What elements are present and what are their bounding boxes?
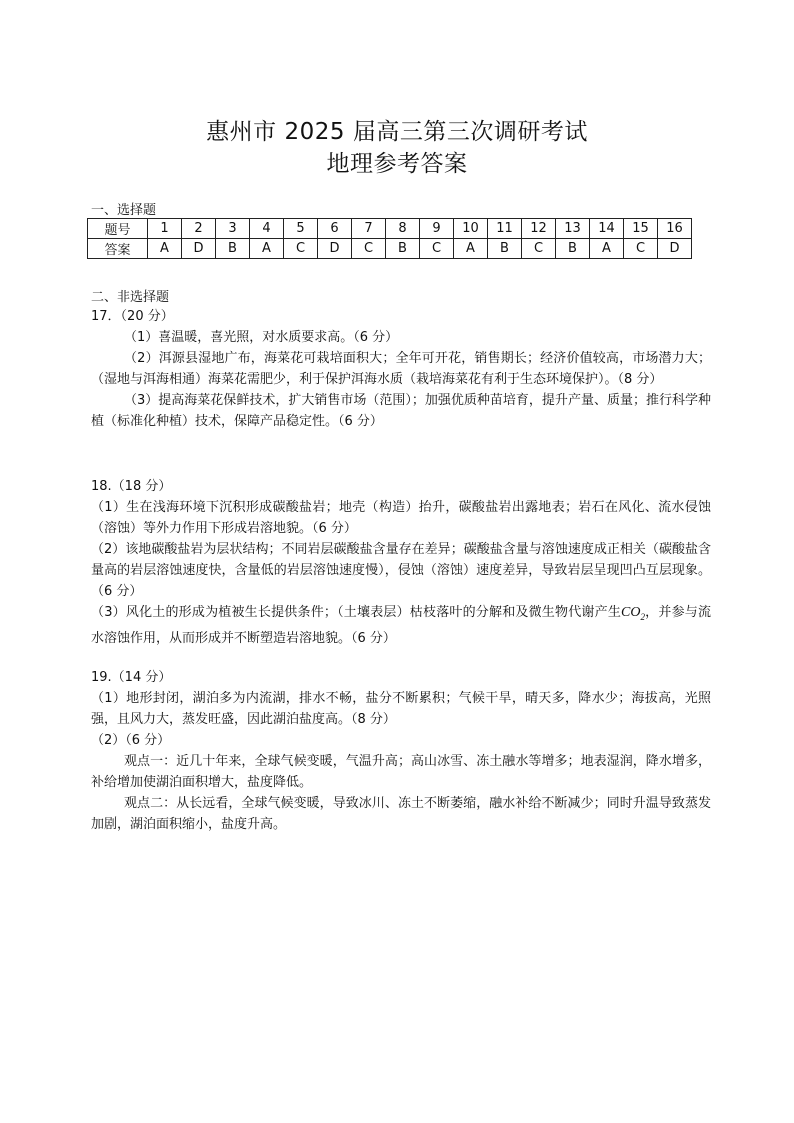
- answer-cell: C: [522, 239, 556, 259]
- question-18-part-3-text: （3）风化土的形成为植被生长提供条件；（土壤表层）枯枝落叶的分解和及微生物代谢产生: [91, 605, 622, 620]
- answer-cell: A: [590, 239, 624, 259]
- answer-cell: B: [488, 239, 522, 259]
- co2-formula: [621, 605, 645, 620]
- answer-cell: A: [454, 239, 488, 259]
- answer-cell: D: [318, 239, 352, 259]
- question-number: 11: [488, 219, 522, 239]
- page-subtitle: 地理参考答案: [326, 151, 468, 177]
- question-number: 9: [420, 219, 454, 239]
- question-number: 1: [148, 219, 182, 239]
- answer-cell: B: [216, 239, 250, 259]
- answer-cell: C: [624, 239, 658, 259]
- answer-cell: D: [182, 239, 216, 259]
- question-number: 8: [386, 219, 420, 239]
- question-19-part-2: （2）（6 分）: [91, 733, 171, 748]
- page-title: 惠州市 2025 届高三第三次调研考试: [206, 119, 588, 145]
- question-number: 2: [182, 219, 216, 239]
- question-19-viewpoint-1: 观点一：近几十年来，全球气候变暖，气温升高；高山冰雪、冻土融水等增多；地表湿润，降水增多，补给增加使湖泊面积增大，盐度降低。: [91, 754, 711, 790]
- question-17-part-3: （3）提高海菜花保鲜技术，扩大销售市场（范围）；加强优质种苗培育，提升产量、质量；推行科学种植（标准化种植）技术，保障产品稳定性。（6 分）: [91, 393, 711, 429]
- question-19-heading: 19.（14 分）: [91, 670, 172, 685]
- question-number: 14: [590, 219, 624, 239]
- answer-cell: B: [556, 239, 590, 259]
- question-number: 13: [556, 219, 590, 239]
- answer-cell: C: [284, 239, 318, 259]
- question-number: 3: [216, 219, 250, 239]
- answer-table-number-row: [88, 219, 692, 239]
- answer-table-answer-row: [88, 239, 692, 259]
- question-17-part-2: （2）洱源县湿地广布，海菜花可栽培面积大；全年可开花，销售期长；经济价值较高，市场潜力大；（湿地与洱海相通）海菜花需肥少，利于保护洱海水质（栽培海菜花有利于生态环境保护）。（8 分）: [91, 351, 711, 387]
- question-number: 7: [352, 219, 386, 239]
- question-number: 10: [454, 219, 488, 239]
- co2-formula-main: CO: [621, 605, 641, 620]
- table-answer-label: 答案: [88, 239, 148, 259]
- answer-cell: D: [658, 239, 692, 259]
- question-number: 5: [284, 219, 318, 239]
- question-18-part-3: [91, 602, 711, 649]
- answer-cell: A: [148, 239, 182, 259]
- section-nonchoice-heading: 二、非选择题: [91, 290, 170, 305]
- question-19-part-1: （1）地形封闭，湖泊多为内流湖，排水不畅，盐分不断累积；气候干旱，晴天多，降水少；海拔高，光照强，且风力大，蒸发旺盛，因此湖泊盐度高。（8 分）: [91, 691, 711, 727]
- question-number: 6: [318, 219, 352, 239]
- co2-formula-subscript: 2: [640, 611, 645, 622]
- section-choice-heading: 一、选择题: [91, 203, 157, 218]
- question-number: 12: [522, 219, 556, 239]
- question-18-heading: 18.（18 分）: [91, 479, 172, 494]
- question-number: 15: [624, 219, 658, 239]
- table-header-label: 题号: [88, 219, 148, 239]
- answer-cell: C: [420, 239, 454, 259]
- answer-cell: C: [352, 239, 386, 259]
- question-17-heading: 17．（20 分）: [91, 309, 174, 324]
- question-19-answer: [91, 667, 711, 835]
- question-18-part-1: （1）生在浅海环境下沉积形成碳酸盐岩；地壳（构造）抬升，碳酸盐岩出露地表；岩石在风化、流水侵蚀（溶蚀）等外力作用下形成岩溶地貌。（6 分）: [91, 500, 711, 536]
- question-number: 16: [658, 219, 692, 239]
- answer-cell: B: [386, 239, 420, 259]
- question-17-part-1: （1）喜温暖，喜光照，对水质要求高。（6 分）: [124, 330, 399, 345]
- question-number: 4: [250, 219, 284, 239]
- question-18-answer: [91, 476, 711, 649]
- answer-table: [87, 218, 692, 259]
- question-19-viewpoint-2: 观点二：从长远看，全球气候变暖，导致冰川、冻土不断萎缩，融水补给不断减少；同时升温导致蒸发加剧，湖泊面积缩小，盐度升高。: [91, 796, 711, 832]
- answer-cell: A: [250, 239, 284, 259]
- question-17-answer: [91, 306, 711, 432]
- question-18-part-2: （2）该地碳酸盐岩为层状结构；不同岩层碳酸盐含量存在差异；碳酸盐含量与溶蚀速度成正相关（碳酸盐含量高的岩层溶蚀速度快，含量低的岩层溶蚀速度慢），侵蚀（溶蚀）速度差异，导致岩层呈现凹凸互层现象。（6 分）: [91, 542, 711, 599]
- question-18-part-3-tail: ，并参与流水溶蚀作用，从而形成并不断塑造岩溶地貌。（6 分）: [91, 605, 711, 646]
